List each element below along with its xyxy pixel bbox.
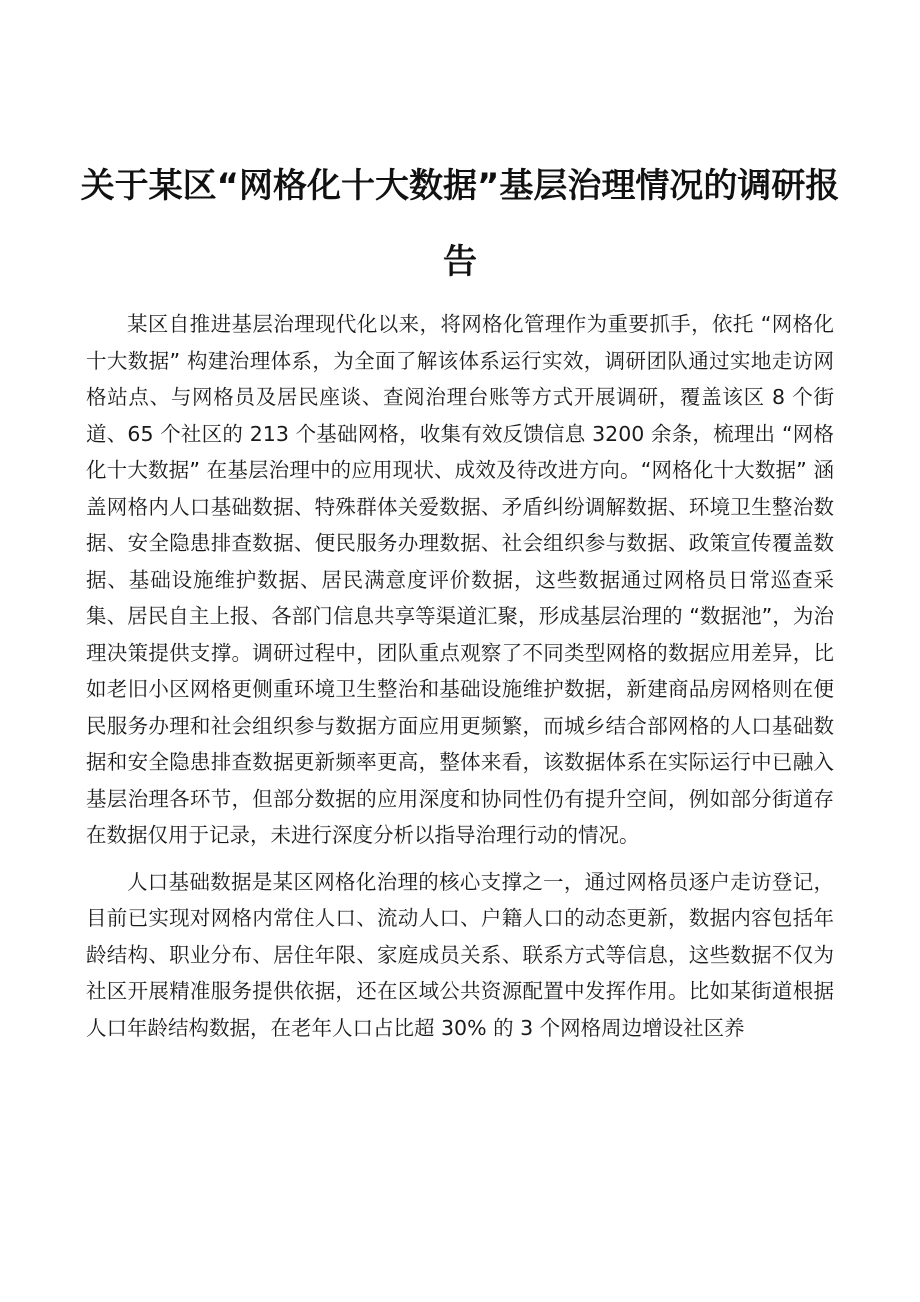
document-body	[86, 306, 834, 1056]
body-paragraph: 某区自推进基层治理现代化以来，将网格化管理作为重要抓手，依托 “网格化十大数据” 构建治理体系，为全面了解该体系运行实效，调研团队通过实地走访网格站点、与网格员及居民座谈、查阅治理台账等方式开展调研，覆盖该区 8 个街道、65 个社区的 213 个基础网格，收集有效反馈信息 3200 余条，梳理出 “网格化十大数据” 在基层治理中的应用现状、成效及待改进方向。“网格化十大数据” 涵盖网格内人口基础数据、特殊群体关爱数据、矛盾纠纷调解数据、环境卫生整治数据、安全隐患排查数据、便民服务办理数据、社会组织参与数据、政策宣传覆盖数据、基础设施维护数据、居民满意度评价数据，这些数据通过网格员日常巡查采集、居民自主上报、各部门信息共享等渠道汇聚，形成基层治理的 “数据池”，为治理决策提供支撑。调研过程中，团队重点观察了不同类型网格的数据应用差异，比如老旧小区网格更侧重环境卫生整治和基础设施维护数据，新建商品房网格则在便民服务办理和社会组织参与数据方面应用更频繁，而城乡结合部网格的人口基础数据和安全隐患排查数据更新频率更高，整体来看，该数据体系在实际运行中已融入基层治理各环节，但部分数据的应用深度和协同性仍有提升空间，例如部分街道存在数据仅用于记录，未进行深度分析以指导治理行动的情况。	[86, 312, 834, 847]
document-title: 关于某区“网格化十大数据”基层治理情况的调研报告	[80, 166, 840, 282]
body-paragraph: 人口基础数据是某区网格化治理的核心支撑之一，通过网格员逐户走访登记，目前已实现对网格内常住人口、流动人口、户籍人口的动态更新，数据内容包括年龄结构、职业分布、居住年限、家庭成员关系、联系方式等信息，这些数据不仅为社区开展精准服务提供依据，还在区域公共资源配置中发挥作用。比如某街道根据人口年龄结构数据，在老年人口占比超 30% 的 3 个网格周边增设社区养	[86, 869, 834, 1040]
